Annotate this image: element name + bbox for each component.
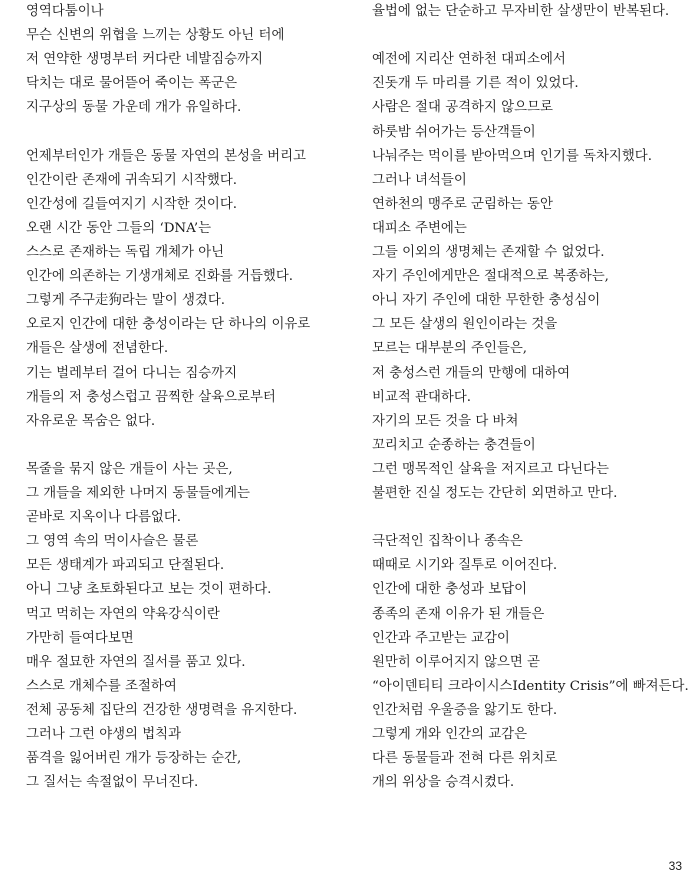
text-line: 저 충성스런 개들의 만행에 대하여 <box>372 365 571 381</box>
text-line: 목줄을 묶지 않은 개들이 사는 곳은, <box>26 461 233 477</box>
text-line: 매우 절묘한 자연의 질서를 품고 있다. <box>26 654 246 670</box>
text-line: 개의 위상을 승격시켰다. <box>372 775 515 791</box>
text-line: 품격을 잃어버린 개가 등장하는 순간, <box>26 751 242 767</box>
text-line: 나눠주는 먹이를 받아먹으며 인기를 독차지했다. <box>372 148 652 164</box>
text-line: 다른 동물들과 전혀 다른 위치로 <box>372 751 558 767</box>
text-line: 그러나 그런 야생의 법칙과 <box>26 727 182 742</box>
text-line: 아니 그냥 초토화된다고 보는 것이 편하다. <box>26 582 272 598</box>
text-line: 때때로 시기와 질투로 이어진다. <box>372 558 558 574</box>
text-line: 그 질서는 속절없이 무너진다. <box>26 775 199 791</box>
text-line: 먹고 먹히는 자연의 약육강식이란 <box>26 606 220 622</box>
text-line: 인간과 주고받는 교감이 <box>372 630 510 646</box>
text-line: 닥치는 대로 물어뜯어 죽이는 폭군은 <box>26 76 238 92</box>
text-line: 지구상의 동물 가운데 개가 유일하다. <box>26 100 242 116</box>
text-line: 무슨 신변의 위협을 느끼는 상황도 아닌 터에 <box>26 28 285 44</box>
text-line: 스스로 개체수를 조절하여 <box>26 678 177 694</box>
page-number: 33 <box>668 859 682 873</box>
text-line: 그 개들을 제외한 나머지 동물들에게는 <box>26 486 250 501</box>
text-line: 사람은 절대 공격하지 않으므로 <box>372 100 553 116</box>
text-line: 하룻밤 쉬어가는 등산객들이 <box>372 124 536 140</box>
text-line: 그들 이외의 생명체는 존재할 수 없었다. <box>372 245 605 260</box>
text-line: 예전에 지리산 연하천 대피소에서 <box>372 52 566 68</box>
text-line: 율법에 없는 단순하고 무자비한 살생만이 반복된다. <box>372 4 670 19</box>
text-line: 불편한 진실 정도는 간단히 외면하고 만다. <box>372 486 618 501</box>
text-line: 그렇게 주구走狗라는 말이 생겼다. <box>26 293 226 309</box>
text-line: 극단적인 집착이나 종속은 <box>372 534 523 550</box>
text-line: 꼬리치고 순종하는 충견들이 <box>372 437 536 453</box>
text-line: 연하천의 맹주로 군림하는 동안 <box>372 196 553 212</box>
text-line: 모든 생태계가 파괴되고 단절된다. <box>26 558 225 574</box>
text-line: 인간처럼 우울증을 앓기도 한다. <box>372 702 558 718</box>
text-line: 그 영역 속의 먹이사슬은 물론 <box>26 534 199 550</box>
text-line: 기는 벌레부터 걸어 다니는 짐승까지 <box>26 365 238 381</box>
text-line: 인간에 대한 충성과 보답이 <box>372 582 528 598</box>
text-line: 종족의 존재 이유가 된 개들은 <box>372 606 545 622</box>
text-line: 인간성에 길들여지기 시작한 것이다. <box>26 196 238 212</box>
text-line: 그런 맹목적인 살육을 저지르고 다닌다는 <box>372 461 609 477</box>
text-line: 그러나 녀석들이 <box>372 172 467 188</box>
text-line: 자유로운 목숨은 없다. <box>26 413 156 429</box>
text-line: 자기 주인에게만은 절대적으로 복종하는, <box>372 269 609 285</box>
text-line: 대피소 주변에는 <box>372 220 467 236</box>
text-line: 그 모든 살생의 원인이라는 것을 <box>372 317 558 333</box>
text-line: 가만히 들여다보면 <box>26 630 134 646</box>
text-line: 오랜 시간 동안 그들의 ‘DNA’는 <box>26 220 212 236</box>
text-line: 인간이란 존재에 귀속되기 시작했다. <box>26 172 238 188</box>
text-line: 인간에 의존하는 기생개체로 진화를 거듭했다. <box>26 269 294 285</box>
text-line: 영역다툼이나 <box>26 4 104 19</box>
text-line: 전체 공동체 집단의 건강한 생명력을 유지한다. <box>26 702 298 718</box>
text-line: 저 연약한 생명부터 커다란 네발짐승까지 <box>26 52 263 68</box>
text-line: 자기의 모든 것을 다 바쳐 <box>372 413 519 429</box>
text-line: “아이덴티티 크라이시스Identity Crisis”에 빠져든다. <box>372 678 689 694</box>
text-line: 곧바로 지옥이나 다름없다. <box>26 510 182 526</box>
text-line: 비교적 관대하다. <box>372 389 472 405</box>
text-line: 스스로 존재하는 독립 개체가 아닌 <box>26 245 225 260</box>
text-line: 개들은 살생에 전념한다. <box>26 341 169 357</box>
text-line: 그렇게 개와 인간의 교감은 <box>372 727 528 742</box>
text-line: 아니 자기 주인에 대한 무한한 충성심이 <box>372 293 601 309</box>
text-line: 모르는 대부분의 주인들은, <box>372 341 528 357</box>
text-line: 언제부터인가 개들은 동물 자연의 본성을 버리고 <box>26 148 306 164</box>
text-line: 개들의 저 충성스럽고 끔찍한 살육으로부터 <box>26 389 276 405</box>
text-line: 오로지 인간에 대한 충성이라는 단 하나의 이유로 <box>26 317 311 333</box>
text-line: 진돗개 두 마리를 기른 적이 있었다. <box>372 76 579 92</box>
text-line: 원만히 이루어지지 않으면 곧 <box>372 654 540 670</box>
